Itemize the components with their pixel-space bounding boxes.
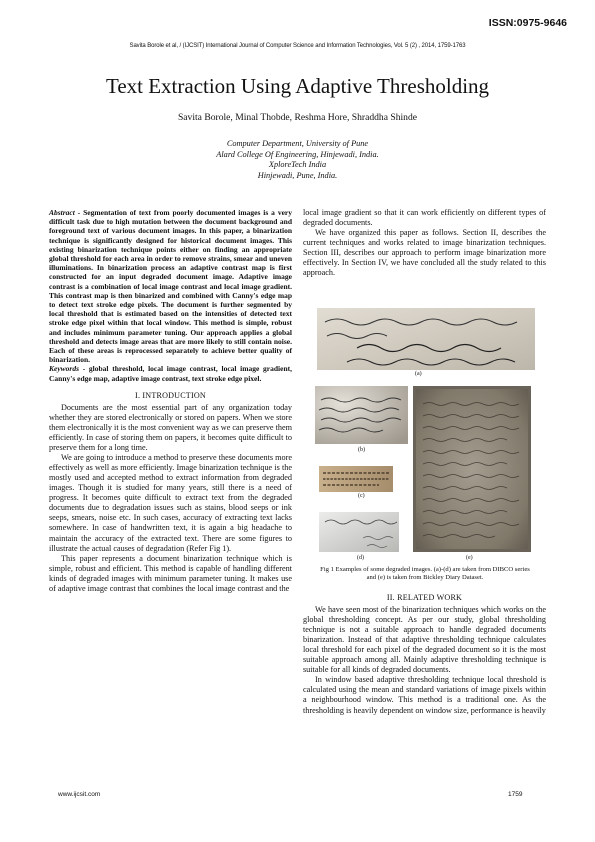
paper-title: Text Extraction Using Adaptive Thresholding: [105, 74, 490, 98]
right-column-top: [303, 208, 546, 278]
abstract-lead: Abstract -: [49, 208, 81, 217]
footer-page-number: 1759: [508, 791, 523, 798]
intro-paragraph-1: Documents are the most essential part of any organization today whether they are stored electronically or stored on papers. When we store them electronically it is the most convenient way as we can preserve them efficiently. In case of storing them on papers, it becomes quite difficult to preserve them for a long time.: [49, 402, 292, 453]
related-paragraph-1: We have seen most of the binarization techniques which works on the global thresholding concept. As per our study, global thresholding technique is not a suitable approach to handle degraded documents binarization. Instead of that adaptive thresholding technique calculates local threshold for each pixel of the degraded document so it is the most suitable approach among all. Mainly adaptive thresholding technique is suitable for all kinds of degraded documents.: [303, 605, 546, 675]
figure-label-d: (d): [357, 555, 364, 561]
intro-paragraph-2: We are going to introduce a method to preserve these documents more effectively as well as more efficiently. Image binarization technique is the mostly used and accepted method to extract information from degraded images. Though it is studied for many years, still there is a need of progress. It becomes quite difficult to extract text from the degraded documents due to degradation issues such as stains, blood seeps or ink seeps, smears, noise etc. In such cases, accuracy of extracting text lacks somewhere. In case of handwritten text, it is again a big headache to maintain the accuracy of the extracted text. There are some figures to illustrate the actual causes of degradation (Refer Fig 1).: [49, 453, 292, 553]
abstract-text: Segmentation of text from poorly documented images is a very difficult task due to high mutation between the document background and foreground text of various document images. In this paper, a binarization technique is significantly designed for historical document images. This existing binarization technique points either on finding an appropriate global threshold for each area in order to remove strains, smear and uneven illuminations. In binarization process an adaptive contrast map is first constructed for an input degraded document image. Adaptive image contrast is a combination of local image contrast and local image gradient. This contrast map is then binarized and combined with Canny's edge map to detect text stroke edge pixels. The document is further segmented by local threshold that is estimated based on the intensities of detected text stroke edge pixel within that local window. This method is simple, robust and includes minimum parameter tuning. Our approach applies a global threshold and detects image areas that are more likely to still contain noise. Each of these areas is reprocessed separately to achieve better quality of binarization.: [49, 208, 292, 365]
figure-label-e: (e): [466, 555, 473, 561]
figure-1: [303, 300, 546, 580]
affiliation-line: Alard College Of Engineering, Hinjewadi, India.: [216, 149, 379, 159]
related-paragraph-2: In window based adaptive thresholding technique local threshold is calculated using the mean and standard variations of image pixels within a neighbourhood window. This method is a traditional one. As the thresholding is heavily dependent on window size, performance is heavily: [303, 675, 546, 715]
keywords-lead: Keywords -: [49, 364, 86, 374]
figure-label-c: (c): [358, 493, 365, 499]
intro-paragraph-3: This paper represents a document binarization technique which is simple, robust and efficient. This method is capable of handling different kinds of degraded images with minimum parameter tuning. It makes use of adaptive image contrast that combines the local image contrast and the: [49, 553, 292, 593]
affiliation-line: Hinjewadi, Pune, India.: [257, 171, 338, 181]
affiliation-line: Computer Department, University of Pune: [226, 139, 369, 148]
keywords: [49, 364, 292, 382]
right-paragraph-1: local image gradient so that it can work efficiently on different types of degraded documents.: [303, 208, 546, 228]
paper-authors: Savita Borole, Minal Thobde, Reshma Hore, Shraddha Shinde: [177, 112, 418, 123]
figure-image-b: [315, 386, 408, 444]
affiliation-line: XploreTech India: [268, 160, 327, 170]
left-column: [49, 208, 292, 594]
abstract: [49, 208, 292, 364]
figure-label-b: (b): [358, 447, 365, 453]
footer-url: www.ijcsit.com: [58, 791, 101, 798]
figure-image-c: [319, 466, 393, 492]
section-heading-introduction: I. INTRODUCTION: [135, 390, 206, 400]
right-paragraph-2: We have organized this paper as follows. Section II, describes the current techniques and works related to image binarization techniques. Section III, describes our approach to perform image binarization more effectively. In Section IV, we have concluded all the study related to this approach.: [303, 228, 546, 278]
figure-caption: Fig 1 Examples of some degraded images. (a)-(d) are taken from DIBCO series and (e) is taken from Bickley Diary Dataset.: [320, 566, 530, 581]
issn-label: ISSN:0975-9646: [488, 17, 567, 29]
figure-image-a: [317, 308, 535, 370]
keywords-text: global threshold, local image contrast, local image gradient, Canny's edge map, adaptive image contrast, text stroke edge pixel.: [49, 364, 293, 383]
right-column-bottom: [303, 593, 546, 716]
section-heading-related-work: II. RELATED WORK: [386, 593, 463, 602]
affiliation-block: [0, 139, 595, 182]
figure-image-d: [319, 512, 399, 552]
running-head: Savita Borole et al, / (IJCSIT) International Journal of Computer Science and Information Technologies, Vol. 5 (2) , 2014, 1759-1763: [129, 43, 466, 49]
figure-label-a: (a): [415, 371, 422, 377]
figure-image-e: [413, 386, 531, 552]
